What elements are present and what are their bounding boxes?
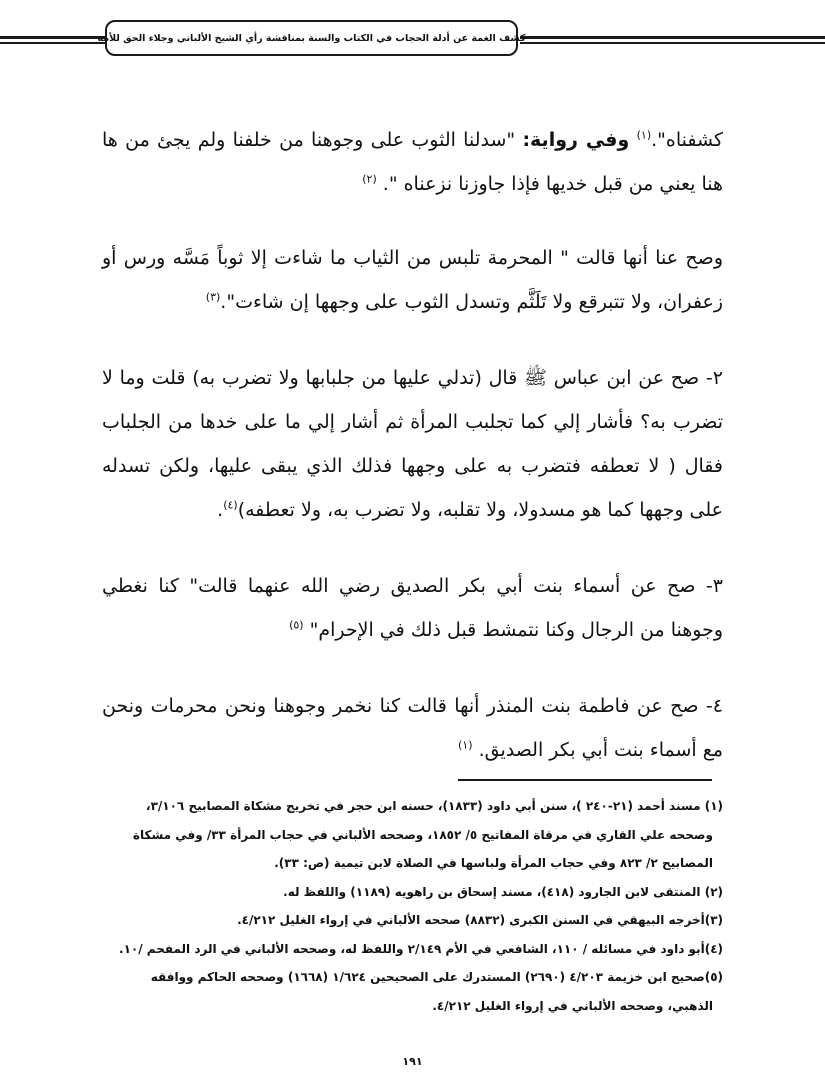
page-number: ١٩١	[402, 1055, 423, 1068]
paragraph-2-text: وصح عنا أنها قالت " المحرمة تلبس من الثياب ما شاءت إلا ثوباً مَسَّه ورس أو زعفران، ولا تتبرقع ولا تَلَثَّم وتسدل الثوب على وجهها إن شاءت".	[102, 247, 723, 313]
paragraph-5-text: ٤- صح عن فاطمة بنت المنذر أنها قالت كنا نخمر وجوهنا ونحن محرمات ونحن مع أسماء بنت أبي بكر الصديق.	[102, 695, 723, 761]
footnote-2-line-1: (٢) المنتقى لابن الجارود (٤١٨)، مسند إسحاق بن راهويه (١١٨٩) واللفظ له.	[283, 884, 723, 899]
paragraph-1-lead: كشفناه".	[651, 129, 724, 151]
footnotes	[102, 792, 723, 1020]
footnote-1-line-1: (١) مسند أحمد (٢١-٢٤٠ )، سنن أبي داود (١٨٣٣)، حسنه ابن حجر في تخريج مشكاة المصابيح ٣/١٠٦،	[146, 799, 723, 813]
footnote-1-line-2: وصححه علي القاري في مرقاة المفاتيح ٥/ ١٨٥٢، وصححه الألباني في حجاب المرأة ٣٣/ وفي مشكاة	[132, 827, 713, 842]
running-header	[0, 0, 825, 70]
footnote-1-line-3: المصابيح ٢/ ٨٢٣ وفي حجاب المرأة ولباسها في الصلاة لابن تيمية (ص: ٣٣).	[274, 856, 713, 870]
header-rule-right-thin	[520, 42, 825, 44]
header-title: كشف الغمة عن أدلة الحجاب في الكتاب والسنة بمناقشة رأي الشيخ الألباني وجلاء الحق للأمة	[97, 32, 526, 44]
footnote-3	[102, 906, 723, 935]
paragraph-1-variant-label: وفي رواية:	[522, 129, 630, 151]
footnote-5-line-2: الذهبي، وصححه الألباني في إرواء الغليل ٤/٢١٢.	[432, 998, 713, 1013]
footnote-ref[interactable]: (١)	[458, 738, 473, 752]
paragraph-3-text: ٢- صح عن ابن عباس ﷺ قال (تدلي عليها من جلبابها ولا تضرب به) قلت وما لا تضرب به؟ فأشار إلي كما تجلبب المرأة ثم أشار إلي ما على خدها من الجلباب فقال ( لا تعطفه فتضرب به على وجهها فذلك الذي يبقى عليها، ولكن تسدله على وجهها كما هو مسدولا، ولا تقلبه، ولا تضرب به، ولا تعطفه)	[102, 367, 723, 521]
header-title-box	[97, 20, 526, 56]
paragraph-3-end: .	[217, 499, 224, 521]
footnote-4	[102, 935, 723, 964]
paragraph-4-text: ٣- صح عن أسماء بنت أبي بكر الصديق رضي الله عنهما قالت" كنا نغطي وجوهنا من الرجال وكنا نتمشط قبل ذلك في الإحرام"	[102, 575, 723, 641]
paragraph-1	[102, 118, 723, 206]
header-rule-left-thin	[0, 42, 105, 44]
footnote-ref[interactable]: (١)	[636, 128, 652, 142]
paragraph-2	[102, 236, 723, 324]
footnote-ref[interactable]: (٥)	[289, 618, 304, 632]
header-rule-left	[0, 36, 105, 39]
footnote-5-line-1: (٥)صحيح ابن خزيمة ٤/٢٠٣ (٢٦٩٠) المستدرك على الصحيحين ١/٦٢٤ (١٦٦٨) وصححه الحاكم ووافقه	[150, 970, 723, 984]
header-rule-right	[520, 36, 825, 39]
paragraph-5	[102, 684, 723, 772]
footnote-ref[interactable]: (٢)	[362, 172, 377, 186]
paragraph-3	[102, 356, 723, 532]
footnote-ref[interactable]: (٣)	[205, 290, 221, 304]
main-text	[102, 118, 723, 804]
footnote-2	[102, 878, 723, 907]
footnote-5	[102, 963, 723, 1020]
footnote-ref[interactable]: (٤)	[223, 498, 238, 512]
footnote-3-line-1: (٣)أخرجه البيهقي في السنن الكبرى (٨٨٣٢) صححه الألباني في إرواء الغليل ٤/٢١٢.	[237, 913, 723, 927]
paragraph-4	[102, 564, 723, 652]
footnote-4-line-1: (٤)أبو داود في مسائله / ١١٠، الشافعي في الأم ٢/١٤٩ واللفظ له، وصححه الألباني في الرد المفحم /١٠.	[119, 941, 723, 956]
paragraph-1-text: "سدلنا الثوب على وجوهنا من خلفنا ولم يجئ من ها هنا يعني من قبل خديها فإذا جاوزنا نزعناه ".	[102, 129, 723, 195]
footnote-1	[102, 792, 723, 878]
footnote-separator	[458, 779, 712, 781]
